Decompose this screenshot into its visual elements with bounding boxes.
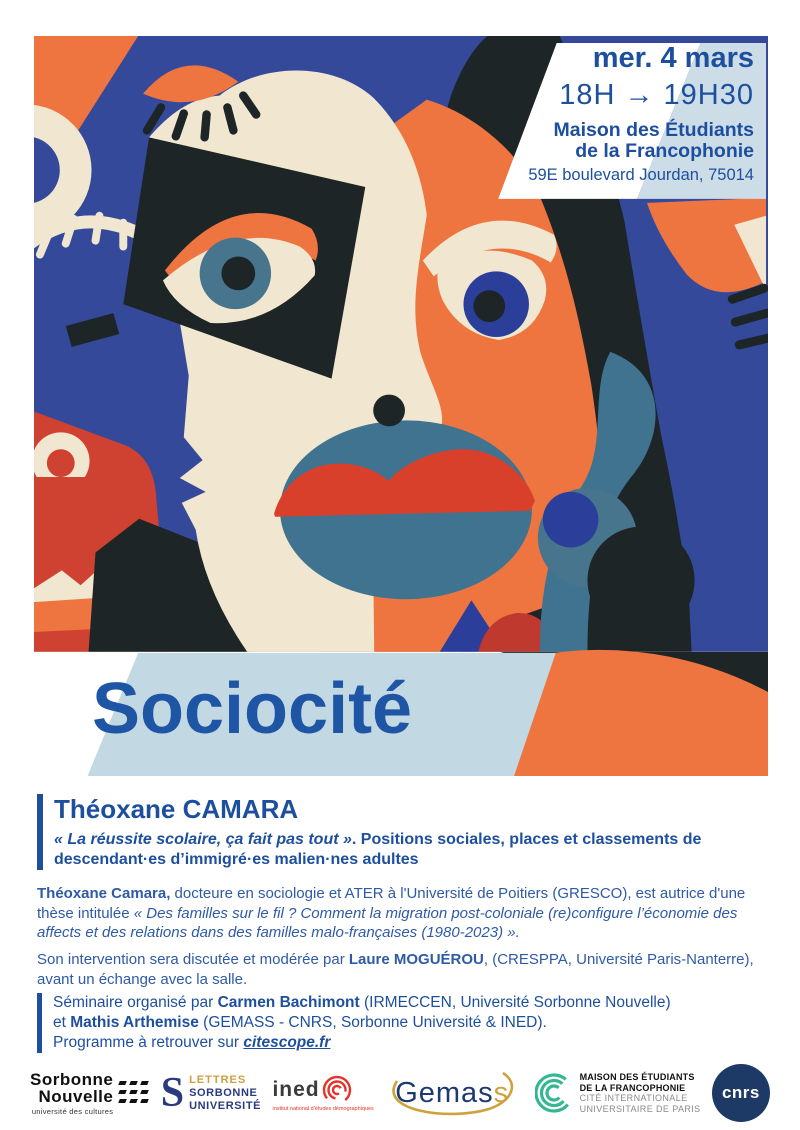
gemass-name-end: s: [493, 1077, 510, 1109]
lettres-line2: SORBONNE: [189, 1086, 258, 1099]
discussion-post: , (CRESPPA, Université Paris-Nanterre), avant un échange avec la salle.: [37, 951, 754, 988]
talk-title: [54, 830, 770, 870]
discussion-pre: Son intervention sera discutée et modérée par: [37, 951, 349, 968]
programme-line: [53, 1033, 773, 1053]
organizers-pre2: et: [53, 1014, 71, 1031]
sorbonne-nouvelle-line1: Sorbonne: [30, 1069, 114, 1089]
event-venue-line2: de la Francophonie: [575, 140, 754, 162]
organizer1-affiliation: (IRMECCEN, Université Sorbonne Nouvelle): [359, 994, 671, 1011]
nostril: [373, 395, 405, 427]
mde-line3: CITÉ INTERNATIONALE: [579, 1093, 688, 1103]
discussion-paragraph: [37, 950, 767, 989]
partner-logos-row: [30, 1062, 770, 1124]
lettres-sorbonne-text: [189, 1074, 261, 1113]
event-venue-line1: Maison des Étudiants: [553, 119, 754, 141]
ined-row: [272, 1075, 351, 1105]
event-address: 59E boulevard Jourdan, 75014: [528, 166, 754, 184]
sorbonne-nouvelle-line2: Nouvelle: [38, 1086, 114, 1106]
sorbonne-nouvelle-logo: [30, 1071, 149, 1116]
event-time: 18H → 19H30: [559, 79, 754, 111]
bio-lead: Théoxane Camara,: [37, 885, 171, 902]
organizers-pre: Séminaire organisé par: [53, 994, 218, 1011]
mde-line1: MAISON DES ÉTUDIANTS: [579, 1072, 695, 1082]
lettres-line3: UNIVERSITÉ: [189, 1099, 262, 1112]
cnrs-name: cnrs: [721, 1083, 760, 1102]
bio-body: docteure en sociologie et ATER à l'Université de Poitiers (GRESCO), est autrice d'une thèse intitulée: [37, 885, 746, 922]
lettres-line1: LETTRES: [189, 1073, 247, 1086]
organizer2-affiliation: (GEMASS - CNRS, Sorbonne Université & INED).: [198, 1014, 547, 1031]
ined-logo: [272, 1075, 373, 1112]
mde-francophonie-logo: [535, 1070, 701, 1116]
mde-line2: DE LA FRANCOPHONIE: [579, 1082, 686, 1093]
sorbonne-nouvelle-subtitle: université des cultures: [31, 1106, 114, 1116]
cnrs-logo: [712, 1064, 770, 1122]
speaker-name: Théoxane CAMARA: [54, 794, 299, 824]
ined-subtitle: institut national d'études démographiques: [272, 1105, 374, 1112]
lettres-sorbonne-logo: [161, 1072, 261, 1114]
sorbonne-s-icon: S: [160, 1070, 185, 1116]
ined-spiral-icon: [322, 1075, 352, 1105]
gemass-logo: [385, 1067, 523, 1119]
programme-pre: Programme à retrouver sur: [53, 1034, 244, 1051]
gemass-name: [395, 1077, 509, 1110]
sorbonne-nouvelle-dashes-icon: [119, 1081, 149, 1105]
event-info-box: [528, 42, 754, 185]
bio-paragraph: [37, 884, 767, 943]
ined-name: ined: [272, 1077, 320, 1101]
fingerprint-c-icon: [535, 1070, 573, 1116]
gemass-name-start: Gemas: [395, 1077, 494, 1109]
speaker-block: [37, 794, 778, 870]
organizer1-name: Carmen Bachimont: [217, 994, 360, 1011]
moderator-name: Laure MOGUÉROU: [348, 951, 484, 968]
mde-line4: UNIVERSITAIRE DE PARIS: [579, 1103, 701, 1114]
talk-quote: « La réussite scolaire, ça fait pas tout »: [54, 831, 352, 848]
page-title: Sociocité: [92, 669, 413, 749]
bio-thesis-title: « Des familles sur le fil ? Comment la migration post-coloniale (re)configure l’économie des affects et des relations dans des familles malo-françaises (1980-2023) ».: [37, 904, 738, 941]
sorbonne-nouvelle-text: [30, 1071, 113, 1116]
organizers-line1: [53, 993, 773, 1013]
organizers-line2: [53, 1013, 773, 1033]
talk-subtitle: . Positions sociales, places et classements de descendant·es d’immigré·es malien·nes adultes: [54, 831, 702, 868]
organizer2-name: Mathis Arthemise: [70, 1014, 199, 1031]
event-date: mer. 4 mars: [592, 42, 754, 74]
citescope-link[interactable]: citescope.fr: [243, 1034, 331, 1051]
organizers-block: [37, 993, 773, 1053]
mde-text: [580, 1072, 701, 1114]
